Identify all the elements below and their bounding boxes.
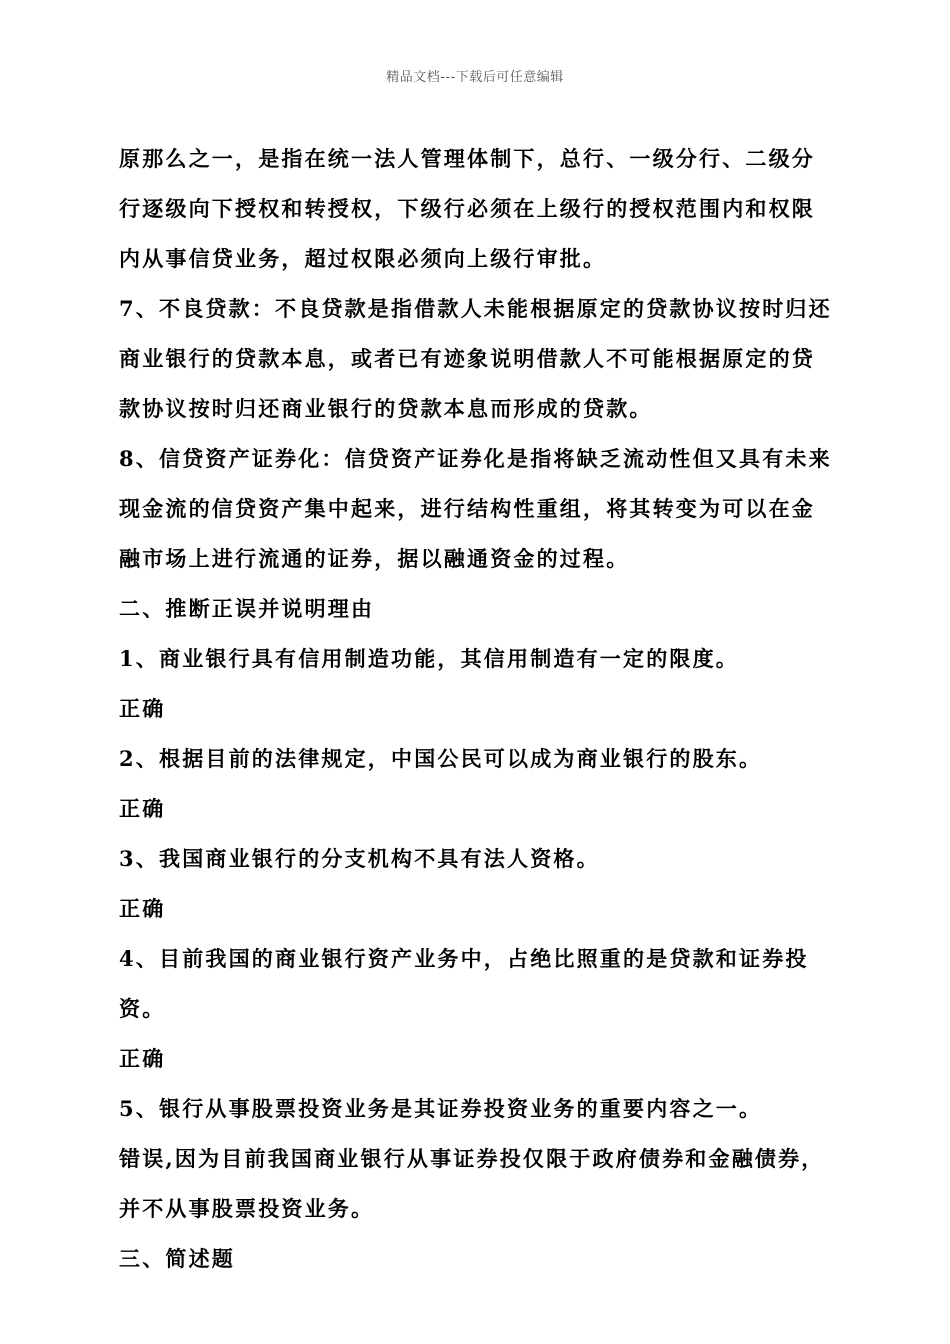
paragraph-item-7: 7、不良贷款：不良贷款是指借款人未能根据原定的贷款协议按时归还商业银行的贷款本息，或者已有迹象说明借款人不可能根据原定的贷款协议按时归还商业银行的贷款本息而形成的贷款。 (119, 296, 832, 421)
paragraph-item-8: 8、信贷资产证券化：信贷资产证券化是指将缺乏流动性但又具有未来现金流的信贷资产集中起来，进行结构性重组，将其转变为可以在金融市场上进行流通的证券，据以融通资金的过程。 (119, 446, 832, 571)
document-body (119, 134, 835, 1284)
question-5: 5、银行从事股票投资业务是其证券投资业务的重要内容之一。 (119, 1096, 763, 1121)
answer-5: 错误,因为目前我国商业银行从事证券投仅限于政府债券和金融债券，并不从事股票投资业务。 (119, 1146, 825, 1221)
section-heading-3: 三、简述题 (119, 1246, 235, 1271)
question-3: 3、我国商业银行的分支机构不具有法人资格。 (119, 846, 600, 871)
page-header: 精品文档---下载后可任意编辑 (386, 70, 564, 85)
paragraph-1: 原那么之一，是指在统一法人管理体制下，总行、一级分行、二级分行逐级向下授权和转授权，下级行必须在上级行的授权范围内和权限内从事信贷业务，超过权限必须向上级行审批。 (119, 146, 815, 271)
question-2: 2、根据目前的法律规定，中国公民可以成为商业银行的股东。 (119, 746, 763, 771)
answer-1: 正确 (119, 696, 166, 721)
answer-4: 正确 (119, 1046, 166, 1071)
section-heading-2: 二、推断正误并说明理由 (119, 596, 375, 621)
question-4: 4、目前我国的商业银行资产业务中，占绝比照重的是贷款和证券投资。 (119, 946, 809, 1021)
question-1: 1、商业银行具有信用制造功能，其信用制造有一定的限度。 (119, 646, 740, 671)
answer-2: 正确 (119, 796, 166, 821)
answer-3: 正确 (119, 896, 166, 921)
